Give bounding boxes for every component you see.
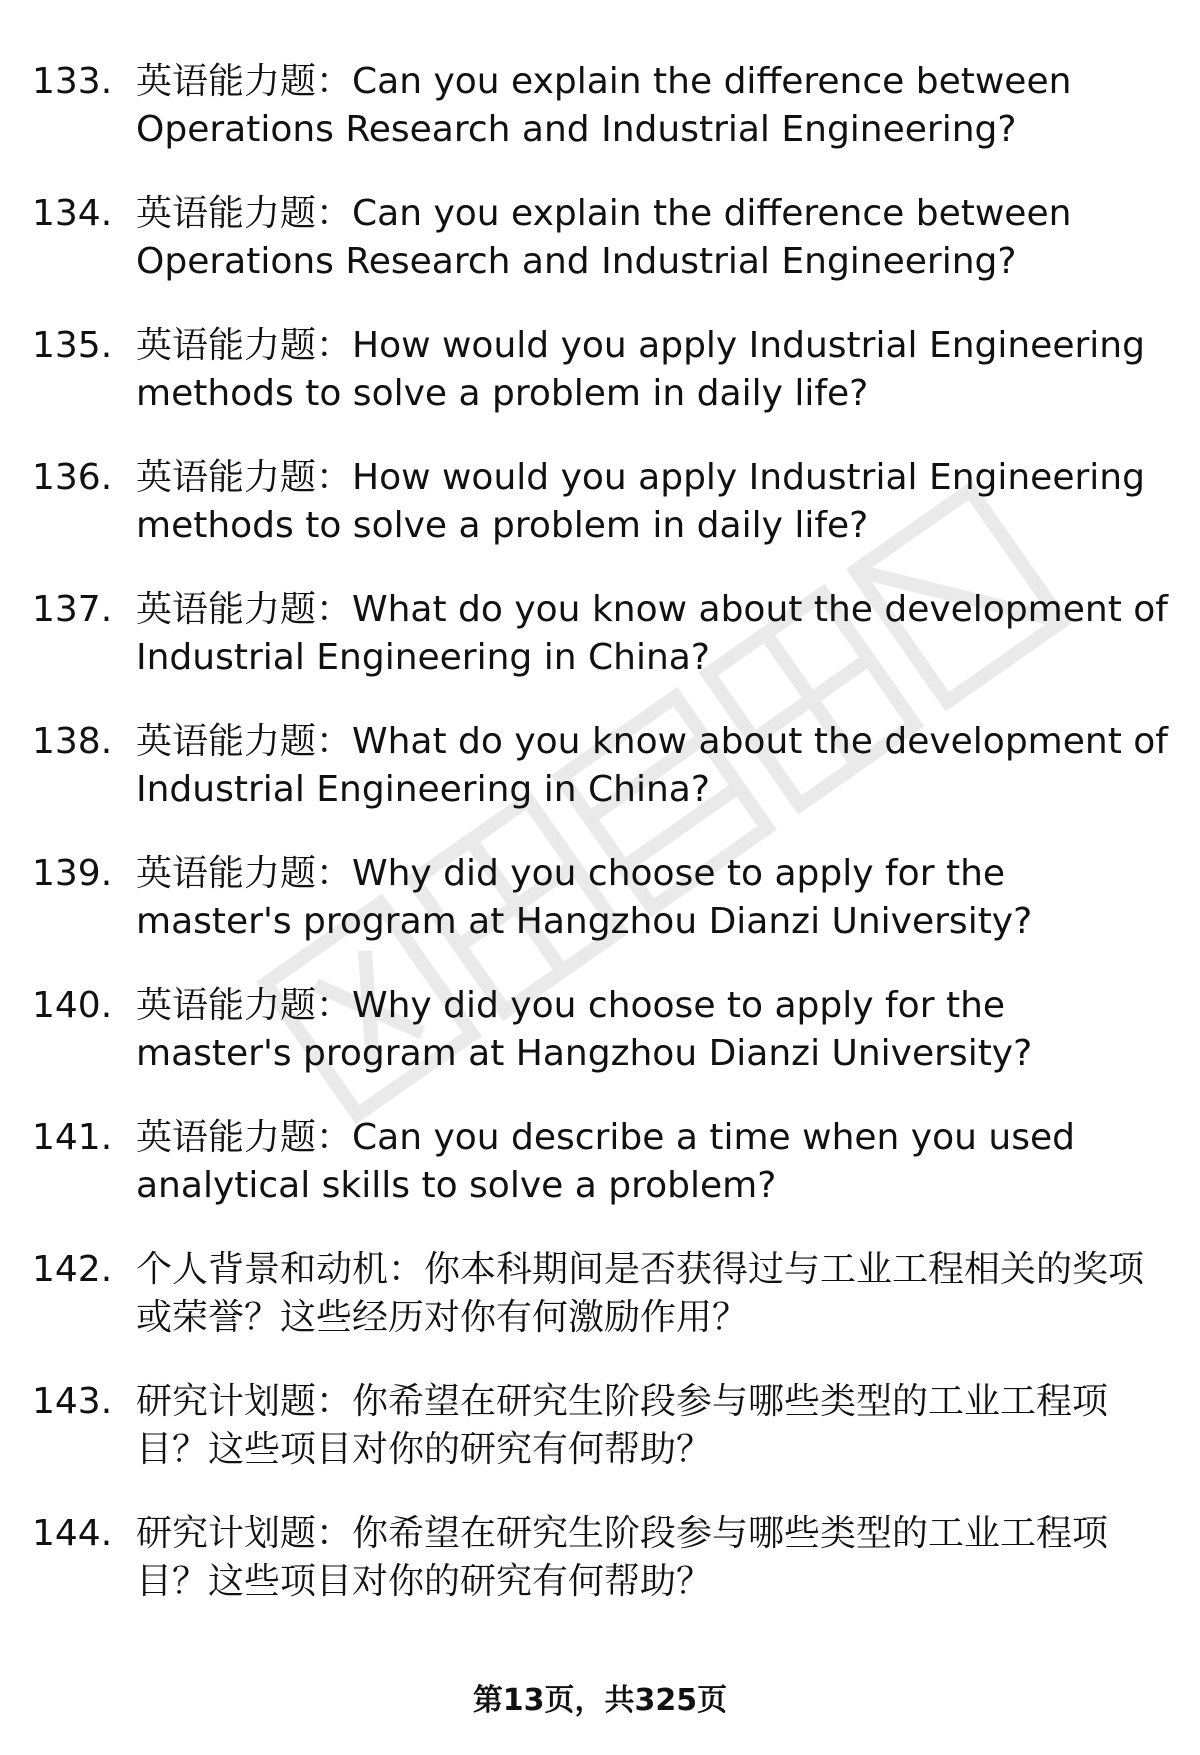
question-text: 英语能力题：Why did you choose to apply for the master's program at Hangzhou Dianzi University?	[136, 853, 1033, 942]
question-text: 个人背景和动机：你本科期间是否获得过与工业工程相关的奖项或荣誉？这些经历对你有何激励作用？	[136, 1249, 1145, 1338]
question-text: 研究计划题：你希望在研究生阶段参与哪些类型的工业工程项目？这些项目对你的研究有何帮助？	[136, 1513, 1109, 1602]
question-number: 134.	[32, 193, 113, 234]
question-number: 138.	[32, 721, 113, 762]
question-text: 英语能力题：What do you know about the development of Industrial Engineering in China?	[136, 589, 1168, 678]
question-number: 135.	[32, 325, 113, 366]
list-item	[32, 190, 1172, 322]
question-number: 140.	[32, 985, 113, 1026]
list-item	[32, 1378, 1172, 1510]
question-number: 143.	[32, 1381, 113, 1422]
question-list	[32, 58, 1172, 1642]
question-text: 英语能力题：What do you know about the development of Industrial Engineering in China?	[136, 721, 1168, 810]
question-text: 英语能力题：How would you apply Industrial Engineering methods to solve a problem in daily life?	[136, 325, 1145, 414]
question-number: 137.	[32, 589, 113, 630]
question-text: 英语能力题：Can you explain the difference between Operations Research and Industrial Engineering?	[136, 61, 1072, 150]
list-item	[32, 1246, 1172, 1378]
question-text: 研究计划题：你希望在研究生阶段参与哪些类型的工业工程项目？这些项目对你的研究有何帮助？	[136, 1381, 1109, 1470]
list-item	[32, 982, 1172, 1114]
question-number: 142.	[32, 1249, 113, 1290]
question-text: 英语能力题：Can you explain the difference between Operations Research and Industrial Engineering?	[136, 193, 1072, 282]
page-number-label: 第13页，共325页	[472, 1683, 728, 1718]
list-item	[32, 322, 1172, 454]
list-item	[32, 1114, 1172, 1246]
question-number: 139.	[32, 853, 113, 894]
list-item	[32, 454, 1172, 586]
list-item	[32, 718, 1172, 850]
list-item	[32, 850, 1172, 982]
question-number: 144.	[32, 1513, 113, 1554]
question-number: 136.	[32, 457, 113, 498]
question-text: 英语能力题：How would you apply Industrial Engineering methods to solve a problem in daily life?	[136, 457, 1145, 546]
page-footer	[0, 1675, 1200, 1719]
list-item	[32, 1510, 1172, 1642]
question-number: 141.	[32, 1117, 113, 1158]
question-text: 英语能力题：Why did you choose to apply for the master's program at Hangzhou Dianzi University?	[136, 985, 1033, 1074]
list-item	[32, 58, 1172, 190]
question-text: 英语能力题：Can you describe a time when you used analytical skills to solve a problem?	[136, 1117, 1075, 1206]
list-item	[32, 586, 1172, 718]
question-number: 133.	[32, 61, 113, 102]
